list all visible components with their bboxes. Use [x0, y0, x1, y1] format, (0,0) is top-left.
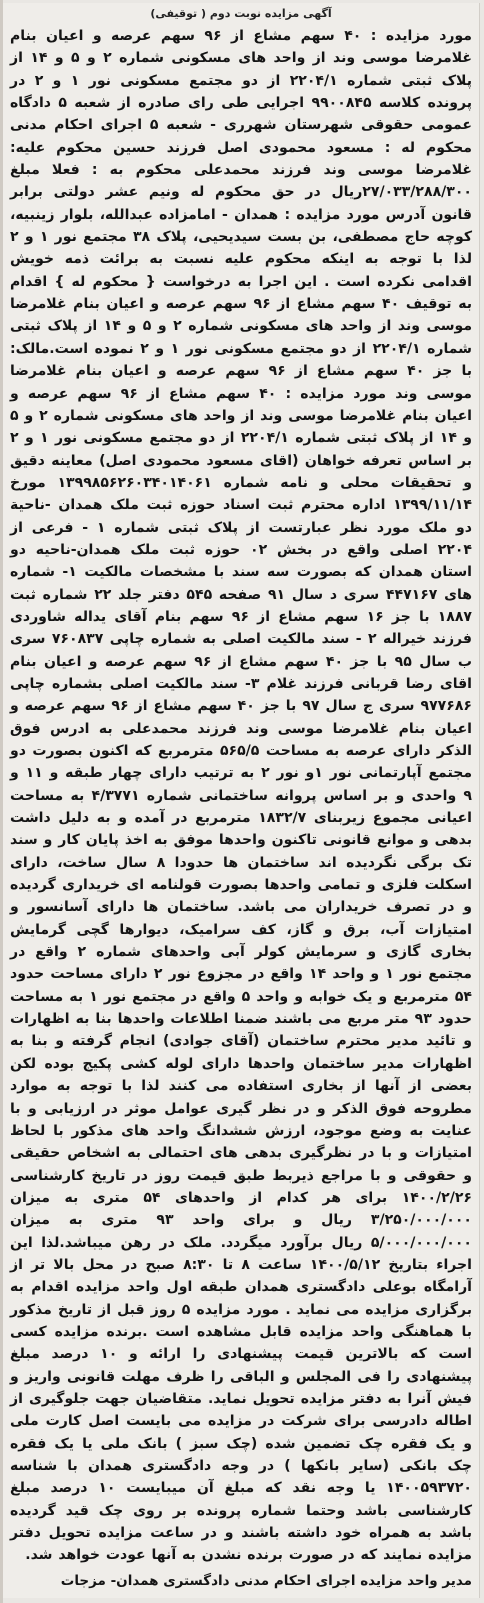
notice-signature: مدیر واحد مزایده اجرای احکام مدنی دادگستری همدان- مزجات	[60, 1573, 472, 1589]
notice-paragraph: مورد مزایده : ۴۰ سهم مشاع از ۹۶ سهم عرصه و اعیان بنام غلامرضا موسی وند از واحد های مسکونی شماره ۲ و ۵ و ۱۴ از پلاک ثبتی شماره ۲۲۰۴/۱ از دو مجتمع مسکونی نور ۱ و ۲ در پرونده کلاسه ۹۹۰۰۸۴۵ اجرایی طی رای صادره از شعبه ۵ دادگاه عمومی حقوقی شهرستان شهرری - شعبه ۵ اجرای احکام مدنی محکوم له : مسعود محمودی اصل فرزند حسین محکوم علیه: غلامرضا موسی وند فرزند محمدعلی محکوم به : فعلا مبلغ ۲۷/۰۳۳/۲۸۸/۳۰۰ریال در حق محکوم له ونیم عشر دولتی برابر قانون آدرس مورد مزایده : همدان - امامزاده عبدالله، بلوار زینبیه، کوچه حاج مصطفی، بن بست سیدیحیی، پلاک ۳۸ مجتمع نور ۱ و ۲ لذا با توجه به اینکه محکوم علیه نسبت به برائت ذمه خویش اقدامی نکرده است . این اجرا به درخواست { محکوم له } اقدام به توقیف ۴۰ سهم مشاع از ۹۶ سهم عرصه و اعیان بنام غلامرضا موسی وند از واحد های مسکونی شماره ۲ و ۵ و ۱۴ از پلاک ثبتی شماره ۲۲۰۴/۱ از دو مجتمع مسکونی نور ۱ و ۲ نموده است.مالک: با جز ۴۰ سهم مشاع از ۹۶ سهم عرصه و اعیان بنام غلامرضا موسی وند مورد مزایده : ۴۰ سهم مشاع از ۹۶ سهم عرصه و اعیان بنام غلامرضا موسی وند از واحد های مسکونی شماره ۲ و ۵ و ۱۴ از پلاک ثبتی شماره ۲۲۰۴/۱ از دو مجتمع مسکونی نور ۱ و ۲ بر اساس تعرفه خواهان (اقای مسعود محمودی اصل) معاینه دقیق و تحقیقات محلی و نامه شماره ۱۳۹۹۸۵۶۲۶۰۳۴۰۱۴۰۶۱ مورخ ۱۳۹۹/۱۱/۱۴ اداره محترم ثبت اسناد حوزه ثبت ملک همدان -ناحیة دو ملک مورد نظر عبارتست از پلاک ثبتی شماره ۱ - فرعی از ۲۲۰۴ اصلی واقع در بخش ۰۲ حوزه ثبت ملک همدان-ناحیه دو استان همدان که بصورت سه سند با مشخصات مالکیت ۱- شماره های ۴۴۷۱۶۷ سری د سال ۹۱ صفحه ۵۴۵ دفتر جلد ۲۲ شماره ثبت ۱۸۸۷ با جز ۱۶ سهم مشاع از ۹۶ سهم بنام آقای یداله شاوردی فرزند خیراله ۲ - سند مالکیت اصلی به شماره چاپی ۷۶۰۸۳۷ سری ب سال ۹۵ با جز ۴۰ سهم مشاع از ۹۶ سهم عرصه و اعیان بنام اقای رضا قربانی فرزند غلام ۳- سند مالکیت اصلی بشماره چاپی ۹۷۷۶۸۶ سری ج سال ۹۷ با جز ۴۰ سهم مشاع از ۹۶ سهم عرصه و اعیان بنام غلامرضا موسی وند فرزند محمدعلی به ادرس فوق الذکر دارای عرصه به مساحت ۵۶۵/۵ مترمربع که اکنون بصورت دو مجتمع آپارتمانی نور ۱و نور ۲ به ترتیب دارای چهار طبقه و ۱۱ و ۹ واحدی و بر اساس پروانه ساختمانی شماره ۴/۳۷۷۱ به مساحت اعیانی مجموع زیربنای ۱۸۳۲/۷ مترمربع در آمده و به دلیل داشت بدهی و موانع قانونی تاکنون واحدها موفق به اخذ پایان کار و سند تک برگی نگردیده اند ساختمان ها حدودا ۸ سال ساخت، دارای اسکلت فلزی و تمامی واحدها بصورت قولنامه ای خریداری گردیده و در تصرف خریداران می باشد. ساختمان ها دارای آسانسور و امتیازات آب، برق و گاز، کف سرامیک، دیوارها گچی گرمایش بخاری گازی و سرمایش کولر آبی واحدهای شماره ۲ واقع در مجتمع نور ۱ و واحد ۱۴ واقع در مجزوع نور ۲ دارای مساحت حدود ۵۴ مترمربع و یک خوابه و واحد ۵ واقع در مجتمع نور ۱ به مساحت حدود ۹۳ متر مربع می باشند ضمنا اطلاعات واحدها بنا به اظهارات و تائید مدیر محترم ساختمان (آقای جوادی) انجام گرفته و بنا به اظهارات مدیر ساختمان واحدها دارای لوله کشی پکیج بوده لکن بعضی از آنها از بخاری استفاده می کنند لذا با توجه به موارد مطروحه فوق الذکر و در نظر گیری عوامل موثر در ارزیابی و با عنایت به وضع موجود، ارزش ششدانگ واحد های مذکور با لحاظ امتیازات و با در نظرگیری بدهی های احتمالی به اشخاص حقیقی و حقوقی و با مراجع ذیربط طبق قیمت روز در تاریخ کارشناسی ۱۴۰۰/۲/۲۶ برای هر کدام از واحدهای ۵۴ متری به میزان ۳/۲۵۰/۰۰۰/۰۰۰ ریال و برای واحد ۹۳ متری به میزان ۵/۰۰۰/۰۰۰/۰۰۰ ریال برآورد میگردد. ملک در رهن میباشد.لذا این اجراء بتاریخ ۱۴۰۰/۵/۱۲ ساعت ۸ تا ۸:۳۰ صبح در محل بالا تر از آرامگاه بوعلی دادگستری همدان طبقه اول واحد مزایده اقدام به برگزاری مزایده می نماید . مورد مزایده ۵ روز قبل از تاریخ مذکور با هماهنگی واحد مزایده قابل مشاهده است .برنده مزایده کسی است که بالاترین قیمت پیشنهادی را ارائه و ۱۰ درصد مبلغ پیشنهادی را فی المجلس و الباقی را ظرف مهلت قانونی واریز و فیش آنرا به دفتر مزایده تحویل نماید. متقاضیان جهت جلوگیری از اطاله دادرسی برای شرکت در مزایده می بایست اصل کارت ملی و یک فقره چک تضمین شده (چک سبز ) بانک ملی یا یک فقره چک بانکی (سایر بانکها ) در وجه دادگستری همدان با شناسه ۱۴۰۰۵۹۳۷۲۰ یا وجه نقد که مبلغ آن میبایست ۱۰ درصد مبلغ کارشناسی باشد وحتما شماره پرونده بر روی چک قید گردیده باشد به همراه خود داشته باشند و در ساعت مزایده تحویل دفتر مزایده نمایند که در صورت برنده نشدن به آنها عودت خواهد شد.	[10, 28, 473, 1564]
notice-heading: آگهی مزایده نوبت دوم ( توقیفی)	[150, 7, 332, 20]
notice-body	[10, 25, 472, 1567]
newspaper-clipping	[3, 3, 480, 1598]
